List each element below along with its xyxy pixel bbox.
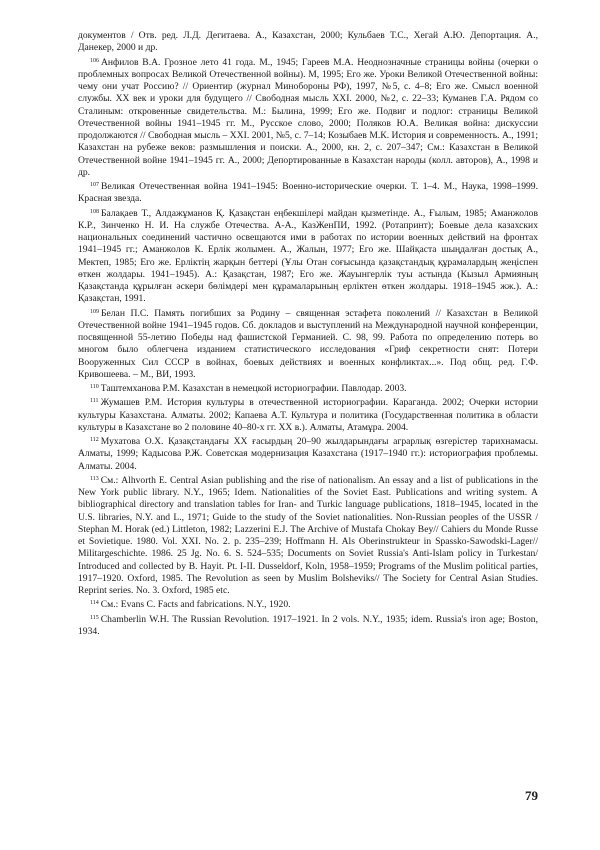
footnote-109 (78, 306, 538, 382)
footnote-text: Балақаев Т., Алдажұманов Қ. Қазақстан еңбекшілері майдан қызметінде. А., Ғылым, 1985; Аманжолов К.Р., Зинченко Н. И. На службе Отечества. А-А., КазЖенПИ, 1992. (Ротапринт); Боевые дела казахских национальных соединений частично освещаются ими в работах по истории военных действий на фронтах 1941–1945 гг.; Аманжолов К. Ерлік жолымен. А., Жалын, 1977; Его же. Шайқаста шыңдалған достық А., Мектеп, 1985; Его же. Ерліктің жарқын беттері (Ұлы Отан соғысында қазақстандық құрамалардың жеңіспен өткен жолдары. 1941–1945). А.: Қазақстан, 1987; Его же. Жауынгерлік туы астында (Кызыл Армияның Қазақстанда құрылған әскери бөлімдері мен құрамаларының ерліктен өткен жолдары. 1918–1945 жж.). А.: Қазақстан, 1991. (78, 207, 538, 305)
page-number: 79 (525, 788, 538, 803)
footnote-110 (78, 381, 538, 395)
footnote-114 (78, 597, 538, 611)
footnote-number: 110 (90, 384, 99, 390)
footnote-text: Жумашев Р.М. История культуры в отечественной историографии. Караганда. 2002; Очерки истории культуры Казахстана. Алматы. 2002; Капаева А.Т. Культура и политика (Государственная политика в области культуры в Казахстане во 2 половине 40–80-х гг. XX в.). Алматы, Атамұра. 2004. (78, 397, 538, 433)
footnote-108 (78, 206, 538, 306)
footnote-115 (78, 612, 538, 639)
footnote-113 (78, 473, 538, 598)
footnote-text: Chamberlin W.H. The Russian Revolution. 1917–1921. In 2 vols. N.Y., 1935; idem. Russia's iron age; Boston, 1934. (78, 613, 538, 637)
footnote-text: Великая Отечественная война 1941–1945: Военно-исторические очерки. Т. 1–4. М., Наука, 1998–1999. Красная звезда. (78, 181, 538, 205)
footnote-text: См.: Evans C. Facts and fabrications. N.Y., 1920. (100, 599, 291, 611)
footnote-number: 114 (90, 600, 99, 607)
footnotes-block (78, 30, 538, 638)
footnote-text: Мухатова О.Х. Қазақстандағы XX ғасырдың 20–90 жылдарындағы аграрлық өзгерістер тарихнамасы. Алматы, 1999; Кадысова Р.Ж. Советская модернизация Казахстана (1917–1940 гг.): историография проблемы. Алматы. 2004. (78, 436, 538, 472)
footnote-text: См.: Alhvorth E. Central Asian publishing and the rise of nationalism. An essay and a list of publications in the New York public library. N.Y., 1965; Idem. Nationalities of the Soviet East. Publications and writing system. A bibliographical directory and translation tables for Iran- and Turkic language publications, 1818–1945, located in the U.S. libraries, N.Y. and L., 1971; Guide to the study of the Soviet nationalities. Non-Russian peoples of the USSR / Stephan M. Horak (ed.) Littleton, 1982; Lazzerini E.J. The Archive of Mustafa Chokay Bey// Cahiers du Monde Russe et Sovietique. 1980. Vol. XXI. No. 2. p. 235–239; Hoffmann H. Als Oberinstrukteur in Spassko-Sawodski-Lager// Militargeschichte. 1986. 25 Jg. No. 6. S. 524–535; Documents on Soviet Russia's Anti-Islam policy in Turkestan/ Introduced and collected by B. Hayit. Pt. I-II. Dusseldorf, Koln, 1958–1959; Programs of the Muslim political parties, 1917–1920. Oxford, 1985. The Revolution as seen by Muslim Bolsheviks// The Society for Central Asian Studies. Reprint series. No. 3. Oxford, 1985 etc. (78, 474, 538, 596)
footnote-107 (78, 179, 538, 206)
footnote-text: Анфилов В.А. Грозное лето 41 года. М., 1945; Гареев М.А. Неоднозначные страницы войны (очерки о проблемных вопросах Великой Отечественной войны). М, 1995; Его же. Уроки Великой Отечественной войны: чему они учат Россию? // Ориентир (журнал Минобороны РФ), 1997, №5, с. 4–8; Его же. Смысл военной службы. XX век и уроки для будущего // Свободная мысль XXI. 2000, №2, с. 22–33; Куманев Г.А. Рядом со Сталиным: откровенные свидетельства. М.: Былина, 1999; Его же. Подвиг и подлог: страницы Великой Отечественной войны 1941–1945 гг. М., Русское слово, 2000; Поляков Ю.А. Великая война: дискуссии продолжаются // Свободная мысль – XXI. 2001, №5, с. 7–14; Козыбаев М.К. История и современность. А., 1991; Казахстан на рубеже веков: размышления и поиски. А., 2000, кн. 2, с. 207–347; См.: Казахстан в Великой Отечественной войне 1941–1945 гг. А., 2000; Депортированные в Казахстан народы (колл. авторов), А., 1998 и др. (78, 56, 538, 178)
footnote-number: 111 (90, 398, 99, 405)
footnote-number: 113 (90, 475, 99, 482)
footnote-text: Таштемханова Р.М. Казахстан в немецкой историографии. Павлодар. 2003. (100, 383, 407, 394)
footnote-number: 115 (90, 614, 99, 621)
footnote-111 (78, 395, 538, 434)
footnote-number: 107 (90, 182, 99, 188)
footnote-number: 109 (90, 308, 99, 315)
footnote-106 (78, 55, 538, 180)
footnote-text: Белан П.С. Память погибших за Родину – священная эстафета поколений // Казахстан в Великой Отечественной войне 1941–1945 годов. Сб. докладов и выступлений на Международной научной конференции, посвященной 55-летию Победы над фашистской Германией. С. 98, 99. Работа по определению потерь во многом было облегчена изданием статистического исследования «Гриф секретности снят: Потери Вооруженных Сил СССР в войнах, боевых действиях и военных конфликтах...». Под общ. ред. Г.Ф. Кривошеева. – М., ВИ, 1993. (78, 307, 538, 380)
footnote-text: документов / Отв. ред. Л.Д. Дегитаева. А., Казахстан, 2000; Кульбаев Т.С., Хегай А.Ю. Депортация. А., Данекер, 2000 и др. (78, 30, 538, 54)
footnote-number: 106 (90, 57, 99, 64)
footnote-number: 112 (90, 437, 99, 443)
footnote-112 (78, 434, 538, 473)
footnote-continuation (78, 30, 538, 55)
footnote-number: 108 (90, 208, 99, 215)
